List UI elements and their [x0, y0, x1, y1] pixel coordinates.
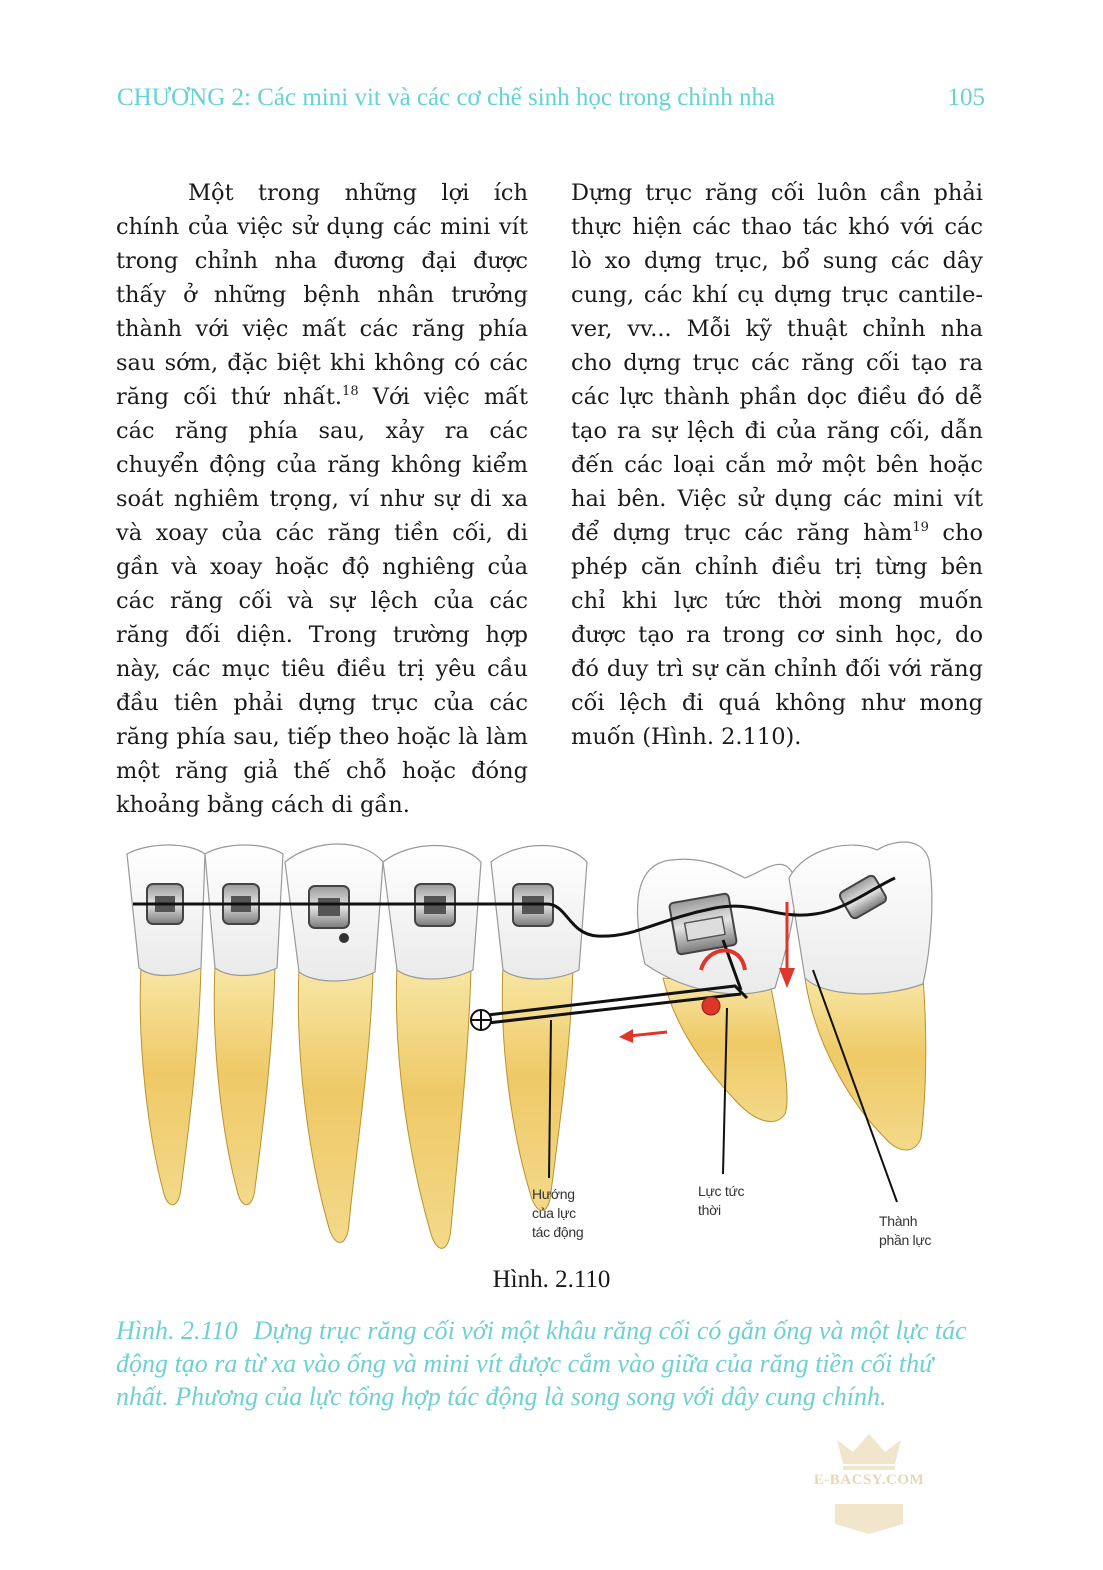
- molar-uprighting-figure: [115, 838, 987, 1258]
- molar-tube: [669, 893, 737, 955]
- paragraph-left: Một trong những lợi ích chính của việc sử dụng các mini vít trong chỉnh nha đương đại được thấy ở những bệnh nhân trưởng thành với việc mất các răng phía sau sớm, đặc biệt khi không có các răng cối thứ nhất.$^{18}$ Với việc mất các răng phía sau, xảy ra các chuyển động của răng không kiểm soát nghiêm trọng, ví như sự di xa và xoay của các răng tiền cối, di gần và xoay hoặc độ nghiêng của các răng cối và sự lệch của các răng đối diện. Trong trường hợp này, các mục tiêu điều trị yêu cầu đầu tiên phải dựng trục của các răng phía sau, tiếp theo hoặc là làm một răng giả thế chỗ hoặc đóng khoảng bằng cách di gần.: [116, 180, 528, 818]
- page-header: [117, 84, 985, 124]
- body-column-left: [116, 176, 528, 822]
- label-moment: Lực tức thời: [698, 1183, 745, 1218]
- page-number: 105: [947, 84, 985, 111]
- body-column-right: [571, 176, 983, 754]
- paragraph-right: Dựng trục răng cối luôn cần phải thực hiện các thao tác khó với các lò xo dựng trục, bổ sung các dây cung, các khí cụ dựng trục cantilever, vv... Mỗi kỹ thuật chỉnh nha cho dựng trục các răng cối tạo ra các lực thành phần dọc điều đó dễ tạo ra sự lệch đi của răng cối, dẫn đến các loại cắn mở một bên hoặc hai bên. Việc sử dụng các mini vít để dựng trục các răng hàm$^{19}$ cho phép căn chỉnh điều trị từng bên chỉ khi lực tức thời mong muốn được tạo ra trong cơ sinh học, do đó duy trì sự căn chỉnh đối với răng cối lệch đi quá không như mong muốn (Hình. 2.110).: [571, 180, 983, 750]
- label-force-direction: Hướng của lực tác động: [532, 1186, 584, 1240]
- chapter-title: CHƯƠNG 2: Các mini vit và các cơ chế sinh học trong chỉnh nha: [117, 84, 776, 111]
- watermark-text: E-BACSY.COM: [813, 1472, 925, 1488]
- caption-text: Dựng trục răng cối với một khâu răng cối có gắn ống và một lực tác động tạo ra từ xa vào ống và mini vít được cắm vào giữa của răng tiền cối thứ nhất. Phương của lực tổng hợp tác động là song song với dây cung chính.: [116, 1316, 967, 1411]
- reference-18: 18: [342, 384, 359, 399]
- watermark-logo: [813, 1428, 925, 1536]
- mini-screw-icon: [471, 1010, 491, 1030]
- reference-19: 19: [912, 520, 929, 535]
- caption-number: Hình. 2.110: [116, 1316, 238, 1345]
- force-arrow-left-icon: [619, 1029, 667, 1043]
- figure-caption: [116, 1314, 986, 1413]
- center-of-resistance-icon: [702, 997, 720, 1015]
- figure-title: Hình. 2.110: [492, 1266, 611, 1293]
- label-force-component: Thành phần lực: [879, 1213, 932, 1248]
